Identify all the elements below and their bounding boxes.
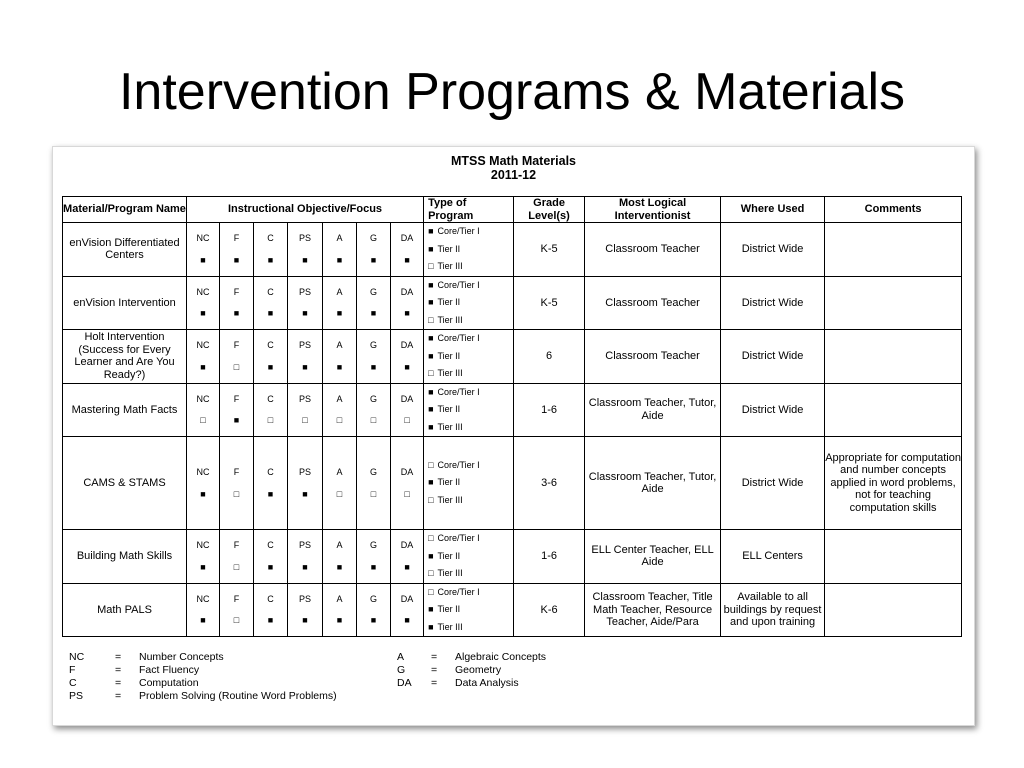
slide-title: Intervention Programs & Materials xyxy=(118,63,906,121)
objective-cell xyxy=(357,223,391,277)
legend-equals: = xyxy=(431,677,438,689)
table-row xyxy=(63,437,962,530)
objective-code: PS xyxy=(298,340,311,351)
program-type-cell xyxy=(424,583,514,637)
objective-code: A xyxy=(336,340,343,351)
objective-code: PS xyxy=(298,286,311,297)
objective-code: A xyxy=(336,233,343,244)
objective-cell xyxy=(187,437,220,530)
objective-mark: □ xyxy=(370,488,377,499)
objective-mark: ■ xyxy=(302,361,308,372)
tier-label: Tier II xyxy=(437,550,461,561)
tier-label: Core/Tier I xyxy=(437,226,480,236)
comments xyxy=(825,530,962,584)
tier-label: Tier III xyxy=(437,568,463,578)
interventionist: Classroom Teacher xyxy=(585,276,721,330)
objective-mark: ■ xyxy=(302,308,308,319)
objective-code: NC xyxy=(196,340,210,351)
objective-code: DA xyxy=(400,540,414,551)
objective-cell xyxy=(220,223,254,277)
objective-cell xyxy=(323,583,357,637)
program-name: Holt Intervention (Success for Every Learner and Are You Ready?) xyxy=(63,330,187,384)
objective-cell xyxy=(323,383,357,437)
tier-line xyxy=(428,258,509,276)
objective-code: C xyxy=(267,286,274,297)
objective-mark: ■ xyxy=(200,615,206,626)
legend-equals: = xyxy=(115,651,122,663)
document-image xyxy=(52,146,975,726)
objective-mark: ■ xyxy=(370,615,377,626)
tier-line xyxy=(428,330,509,348)
objective-code: A xyxy=(336,286,343,297)
objective-code: F xyxy=(233,540,240,551)
table-row xyxy=(63,530,962,584)
tier-mark: ■ xyxy=(428,279,434,290)
header-grade: Grade Level(s) xyxy=(514,197,585,223)
objective-cell xyxy=(254,223,288,277)
objective-code: G xyxy=(369,393,377,404)
legend-equals: = xyxy=(431,664,438,676)
objective-cell xyxy=(391,530,424,584)
objective-cell xyxy=(288,330,323,384)
objective-mark: ■ xyxy=(200,488,206,499)
objective-mark: ■ xyxy=(233,254,240,265)
objective-mark: □ xyxy=(404,415,410,426)
objective-cell xyxy=(288,223,323,277)
objective-cell xyxy=(391,276,424,330)
objective-code: A xyxy=(336,540,343,551)
interventionist: Classroom Teacher, Tutor, Aide xyxy=(585,383,721,437)
objective-code: PS xyxy=(298,393,311,404)
tier-mark: □ xyxy=(428,314,434,325)
objective-mark: ■ xyxy=(336,561,343,572)
program-name: CAMS & STAMS xyxy=(63,437,187,530)
tier-label: Tier II xyxy=(437,604,461,614)
objective-mark: ■ xyxy=(267,254,274,265)
tier-mark: □ xyxy=(428,533,434,543)
comments: Appropriate for computation and number concepts applied in word problems, not for teaching computation skills xyxy=(825,437,962,530)
objective-mark: ■ xyxy=(370,308,377,319)
program-type-cell xyxy=(424,530,514,584)
tier-label: Tier III xyxy=(437,261,463,271)
legend-meaning: Computation xyxy=(139,677,199,689)
objective-code: A xyxy=(336,593,343,604)
program-type-cell xyxy=(424,276,514,330)
where-used: District Wide xyxy=(721,330,825,384)
interventionist: Classroom Teacher, Tutor, Aide xyxy=(585,437,721,530)
tier-label: Core/Tier I xyxy=(437,586,480,597)
legend-code: G xyxy=(397,664,406,676)
objective-cell xyxy=(220,330,254,384)
objective-mark: ■ xyxy=(267,615,274,626)
objective-cell xyxy=(357,330,391,384)
table-row xyxy=(63,383,962,437)
table-row xyxy=(63,223,962,277)
tier-line xyxy=(428,474,509,492)
tier-label: Tier III xyxy=(437,314,463,325)
comments xyxy=(825,383,962,437)
objective-code: DA xyxy=(400,593,414,604)
tier-line xyxy=(428,601,509,619)
where-used: District Wide xyxy=(721,383,825,437)
document-title: MTSS Math Materials xyxy=(450,154,577,168)
objective-cell xyxy=(391,330,424,384)
grade-level: 1-6 xyxy=(514,383,585,437)
tier-mark: ■ xyxy=(428,604,434,614)
objective-mark: □ xyxy=(200,415,206,426)
tier-line xyxy=(428,419,509,437)
legend-code: C xyxy=(69,677,77,689)
objective-cell xyxy=(254,330,288,384)
tier-mark: □ xyxy=(428,494,434,505)
program-name: Building Math Skills xyxy=(63,530,187,584)
tier-label: Tier II xyxy=(437,404,461,414)
table-row xyxy=(63,583,962,637)
table-header-row xyxy=(63,197,962,223)
objective-cell xyxy=(288,583,323,637)
objective-cell xyxy=(391,583,424,637)
tier-mark: ■ xyxy=(428,297,434,307)
objective-mark: ■ xyxy=(404,615,410,626)
objective-mark: □ xyxy=(233,561,240,572)
comments xyxy=(825,223,962,277)
objective-mark: ■ xyxy=(404,254,410,265)
objective-mark: ■ xyxy=(200,561,206,572)
legend-meaning: Fact Fluency xyxy=(139,664,200,676)
header-type: Type of Program xyxy=(424,197,514,223)
objective-mark: □ xyxy=(370,415,377,426)
objective-cell xyxy=(288,276,323,330)
objective-code: G xyxy=(369,540,377,551)
tier-line xyxy=(428,223,509,241)
interventionist: ELL Center Teacher, ELL Aide xyxy=(585,530,721,584)
objective-code: DA xyxy=(400,467,414,477)
objective-mark: ■ xyxy=(233,308,240,319)
tier-line xyxy=(428,548,509,566)
legend-meaning: Problem Solving (Routine Word Problems) xyxy=(139,690,337,702)
objective-code: G xyxy=(369,593,377,604)
objective-mark: ■ xyxy=(302,254,308,265)
objective-code: G xyxy=(369,286,377,297)
legend-equals: = xyxy=(431,651,438,663)
table-row xyxy=(63,330,962,384)
objective-mark: ■ xyxy=(200,254,206,265)
header-interventionist: Most Logical Interventionist xyxy=(585,197,721,223)
table-row xyxy=(63,276,962,330)
objective-code: NC xyxy=(196,540,210,551)
program-type-cell xyxy=(424,223,514,277)
objective-mark: ■ xyxy=(336,254,343,265)
objective-code: F xyxy=(233,467,240,477)
where-used: District Wide xyxy=(721,437,825,530)
where-used: ELL Centers xyxy=(721,530,825,584)
objective-cell xyxy=(357,583,391,637)
objective-mark: □ xyxy=(404,488,410,499)
objective-cell xyxy=(357,437,391,530)
objective-cell xyxy=(220,530,254,584)
objective-code: C xyxy=(267,593,274,604)
objective-code: G xyxy=(369,340,377,351)
objective-mark: ■ xyxy=(200,308,206,319)
tier-line xyxy=(428,565,509,583)
objective-cell xyxy=(220,383,254,437)
legend-equals: = xyxy=(115,677,122,689)
objective-mark: □ xyxy=(336,415,343,426)
objective-cell xyxy=(391,383,424,437)
comments xyxy=(825,330,962,384)
objective-code: F xyxy=(233,593,240,604)
tier-line xyxy=(428,348,509,366)
objective-code: NC xyxy=(196,393,210,404)
tier-label: Tier III xyxy=(437,494,463,505)
objective-cell xyxy=(288,383,323,437)
objective-mark: □ xyxy=(302,415,308,426)
objective-mark: ■ xyxy=(370,361,377,372)
objective-mark: □ xyxy=(233,488,240,499)
objective-cell xyxy=(323,437,357,530)
objective-code: DA xyxy=(400,233,414,244)
tier-label: Tier II xyxy=(437,350,461,361)
objective-cell xyxy=(187,330,220,384)
objective-code: NC xyxy=(196,467,210,477)
objective-mark: ■ xyxy=(267,488,274,499)
grade-level: 6 xyxy=(514,330,585,384)
interventionist: Classroom Teacher xyxy=(585,223,721,277)
objective-code: C xyxy=(267,340,274,351)
legend-code: A xyxy=(397,651,405,663)
objective-cell xyxy=(187,223,220,277)
tier-line xyxy=(428,384,509,402)
tier-line xyxy=(428,277,509,295)
tier-line xyxy=(428,584,509,602)
document-header xyxy=(53,154,974,182)
objective-code: F xyxy=(233,340,240,351)
objective-cell xyxy=(323,530,357,584)
tier-label: Core/Tier I xyxy=(437,333,480,343)
objective-cell xyxy=(391,223,424,277)
objective-cell xyxy=(187,276,220,330)
tier-line xyxy=(428,312,509,330)
program-type-cell xyxy=(424,437,514,530)
objective-cell xyxy=(323,223,357,277)
program-name: Mastering Math Facts xyxy=(63,383,187,437)
objective-mark: ■ xyxy=(302,488,308,499)
objective-mark: □ xyxy=(233,361,240,372)
objective-cell xyxy=(254,583,288,637)
objective-cell xyxy=(220,583,254,637)
comments xyxy=(825,276,962,330)
tier-line xyxy=(428,619,509,637)
tier-line xyxy=(428,241,509,259)
objective-cell xyxy=(254,383,288,437)
program-name: enVision Intervention xyxy=(63,276,187,330)
objective-cell xyxy=(220,276,254,330)
header-where: Where Used xyxy=(721,197,825,223)
objective-mark: ■ xyxy=(336,361,343,372)
tier-label: Tier III xyxy=(437,421,463,432)
tier-mark: □ xyxy=(428,459,434,470)
grade-level: K-5 xyxy=(514,276,585,330)
objective-cell xyxy=(187,530,220,584)
tier-label: Tier II xyxy=(437,477,461,488)
legend-meaning: Geometry xyxy=(455,664,502,676)
tier-mark: □ xyxy=(428,586,434,597)
tier-line xyxy=(428,365,509,383)
tier-mark: ■ xyxy=(428,350,434,361)
objective-code: NC xyxy=(196,286,210,297)
objective-mark: ■ xyxy=(267,561,274,572)
tier-label: Core/Tier I xyxy=(437,533,480,543)
objective-cell xyxy=(288,530,323,584)
objective-mark: ■ xyxy=(267,361,274,372)
objective-code: C xyxy=(267,393,274,404)
tier-mark: ■ xyxy=(428,404,434,414)
objective-code: PS xyxy=(298,467,311,477)
objective-code: C xyxy=(267,467,274,477)
legend-meaning: Number Concepts xyxy=(139,651,224,663)
program-name: Math PALS xyxy=(63,583,187,637)
where-used: District Wide xyxy=(721,223,825,277)
tier-label: Core/Tier I xyxy=(437,279,480,290)
objective-cell xyxy=(357,276,391,330)
legend-code: F xyxy=(69,664,76,676)
objective-code: NC xyxy=(196,233,210,244)
legend-meaning: Algebraic Concepts xyxy=(455,651,547,663)
objective-code: F xyxy=(233,233,240,244)
tier-mark: □ xyxy=(428,368,434,378)
program-type-cell xyxy=(424,330,514,384)
objective-code: DA xyxy=(400,340,414,351)
grade-level: K-6 xyxy=(514,583,585,637)
tier-line xyxy=(428,492,509,510)
tier-label: Tier III xyxy=(437,621,463,632)
grade-level: 3-6 xyxy=(514,437,585,530)
objective-cell xyxy=(288,437,323,530)
interventionist: Classroom Teacher xyxy=(585,330,721,384)
objective-code: PS xyxy=(298,593,311,604)
grade-level: K-5 xyxy=(514,223,585,277)
where-used: Available to all buildings by request and upon training xyxy=(721,583,825,637)
objective-code: NC xyxy=(196,593,210,604)
objective-cell xyxy=(357,383,391,437)
tier-mark: ■ xyxy=(428,621,434,632)
comments xyxy=(825,583,962,637)
objective-cell xyxy=(357,530,391,584)
objective-code: PS xyxy=(298,233,311,244)
tier-line xyxy=(428,294,509,312)
program-type-cell xyxy=(424,383,514,437)
tier-label: Tier II xyxy=(437,243,461,254)
where-used: District Wide xyxy=(721,276,825,330)
legend-code: NC xyxy=(69,651,85,663)
objective-code: F xyxy=(233,393,240,404)
objective-mark: ■ xyxy=(404,361,410,372)
objective-mark: ■ xyxy=(302,561,308,572)
objective-code: DA xyxy=(400,286,414,297)
objective-code: G xyxy=(369,233,377,244)
header-comments: Comments xyxy=(825,197,962,223)
tier-mark: ■ xyxy=(428,333,434,343)
legend-code: DA xyxy=(397,677,412,689)
objective-mark: □ xyxy=(267,415,274,426)
tier-mark: ■ xyxy=(428,243,434,254)
objective-cell xyxy=(254,530,288,584)
objective-code: PS xyxy=(298,540,311,551)
interventionist: Classroom Teacher, Title Math Teacher, Resource Teacher, Aide/Para xyxy=(585,583,721,637)
tier-line xyxy=(428,457,509,475)
tier-label: Tier III xyxy=(437,368,463,378)
objective-code: A xyxy=(336,467,343,477)
legend-equals: = xyxy=(115,664,122,676)
materials-table xyxy=(62,196,962,637)
objective-mark: □ xyxy=(336,488,343,499)
objective-cell xyxy=(220,437,254,530)
objective-mark: ■ xyxy=(267,308,274,319)
objective-mark: □ xyxy=(233,615,240,626)
objective-mark: ■ xyxy=(404,308,410,319)
tier-mark: □ xyxy=(428,568,434,578)
tier-line xyxy=(428,530,509,548)
tier-line xyxy=(428,401,509,419)
legend-meaning: Data Analysis xyxy=(455,677,519,689)
header-objective: Instructional Objective/Focus xyxy=(187,197,424,223)
legend-equals: = xyxy=(115,690,122,702)
objective-code: G xyxy=(369,467,377,477)
tier-mark: ■ xyxy=(428,550,434,561)
objective-code: C xyxy=(267,540,274,551)
objective-cell xyxy=(254,276,288,330)
tier-label: Tier II xyxy=(437,297,461,307)
grade-level: 1-6 xyxy=(514,530,585,584)
objective-cell xyxy=(323,276,357,330)
objective-cell xyxy=(391,437,424,530)
objective-code: A xyxy=(336,393,343,404)
header-name: Material/Program Name xyxy=(63,197,187,223)
legend-code: PS xyxy=(69,690,84,702)
tier-mark: ■ xyxy=(428,421,434,432)
objective-code: DA xyxy=(400,393,414,404)
objective-cell xyxy=(323,330,357,384)
objective-mark: ■ xyxy=(302,615,308,626)
objective-mark: ■ xyxy=(200,361,206,372)
tier-label: Core/Tier I xyxy=(437,386,480,397)
tier-mark: ■ xyxy=(428,226,434,236)
objective-mark: ■ xyxy=(336,308,343,319)
objective-code: F xyxy=(233,286,240,297)
tier-mark: ■ xyxy=(428,386,434,397)
objective-cell xyxy=(187,383,220,437)
objective-mark: ■ xyxy=(404,561,410,572)
tier-label: Core/Tier I xyxy=(437,459,480,470)
tier-mark: □ xyxy=(428,261,434,271)
document-year: 2011-12 xyxy=(490,168,537,182)
tier-mark: ■ xyxy=(428,477,434,488)
objective-mark: ■ xyxy=(370,561,377,572)
objective-code: C xyxy=(267,233,274,244)
objective-mark: ■ xyxy=(370,254,377,265)
objective-cell xyxy=(254,437,288,530)
objective-mark: ■ xyxy=(336,615,343,626)
program-name: enVision Differentiated Centers xyxy=(63,223,187,277)
objective-cell xyxy=(187,583,220,637)
objective-mark: ■ xyxy=(233,415,240,426)
